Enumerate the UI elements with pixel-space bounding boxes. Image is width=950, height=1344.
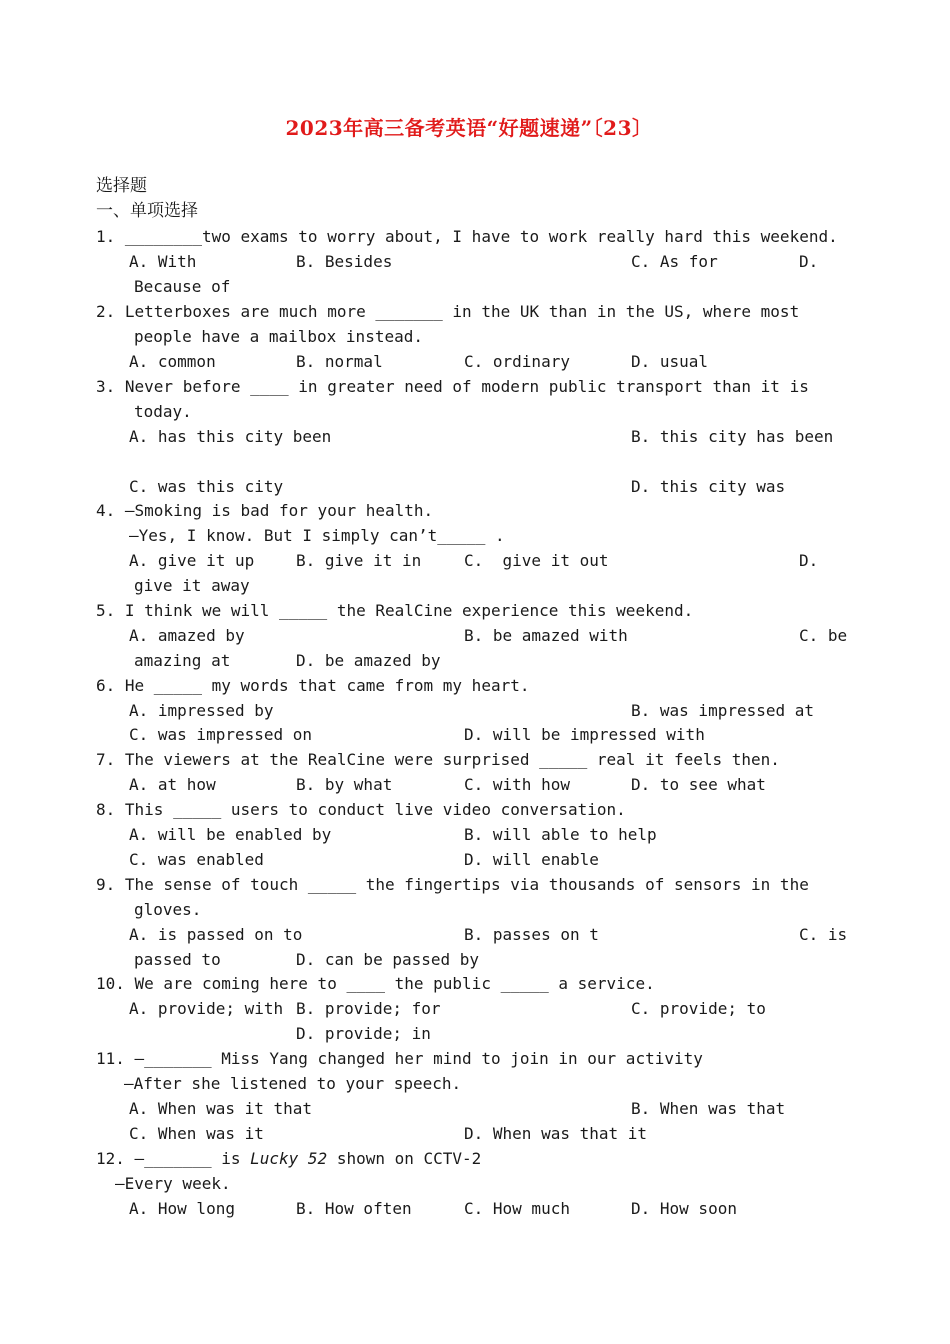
- question-1-option-a: A. With: [129, 252, 197, 271]
- question-4-option-a: A. give it up: [129, 551, 255, 570]
- question-7-option-a: A. at how: [129, 775, 216, 794]
- question-4-option-c: C. give it out: [464, 551, 609, 570]
- question-5-option-a: A. amazed by: [129, 626, 245, 645]
- question-6-option-a: A. impressed by: [129, 701, 274, 720]
- question-11-stem: 11. —_______ Miss Yang changed her mind to join in our activity: [96, 1049, 703, 1068]
- question-6-option-d: D. will be impressed with: [464, 725, 705, 744]
- page-title: 2023年高三备考英语“好题速递”〔23〕: [285, 116, 653, 140]
- question-5-option-c: C. be: [799, 626, 848, 645]
- question-7-option-d: D. to see what: [631, 775, 766, 794]
- question-6-option-b: B. was impressed at: [631, 701, 815, 720]
- question-9-option-c-text: passed to: [134, 950, 221, 969]
- question-9-stem-cont: gloves.: [134, 900, 202, 919]
- question-8-option-a: A. will be enabled by: [129, 825, 332, 844]
- question-2-option-c: C. ordinary: [464, 352, 570, 371]
- subsection-heading: 一、单项选择: [96, 201, 198, 221]
- question-3-stem-cont: today.: [134, 402, 192, 421]
- question-2-option-a: A. common: [129, 352, 216, 371]
- question-1-option-c: C. As for: [631, 252, 718, 271]
- question-11-option-c: C. When was it: [129, 1124, 264, 1143]
- question-11-option-b: B. When was that: [631, 1099, 786, 1118]
- question-2-stem-cont: people have a mailbox instead.: [134, 327, 423, 346]
- question-10-stem: 10. We are coming here to ____ the public _____ a service.: [96, 974, 655, 993]
- question-3-option-a: A. has this city been: [129, 427, 332, 446]
- question-5-stem: 5. I think we will _____ the RealCine experience this weekend.: [96, 601, 694, 620]
- question-12-option-b: B. How often: [296, 1199, 412, 1218]
- question-9-option-b: B. passes on t: [464, 925, 599, 944]
- question-1-stem: 1. ________two exams to worry about, I have to work really hard this weekend.: [96, 227, 838, 246]
- question-7-option-b: B. by what: [296, 775, 393, 794]
- question-11-stem-cont: —After she listened to your speech.: [124, 1074, 462, 1093]
- question-8-option-b: B. will able to help: [464, 825, 657, 844]
- question-3-option-b: B. this city has been: [631, 427, 834, 446]
- question-10-option-c: C. provide; to: [631, 999, 766, 1018]
- question-1-option-b: B. Besides: [296, 252, 393, 271]
- question-11-option-a: A. When was it that: [129, 1099, 313, 1118]
- question-9-option-d: D. can be passed by: [296, 950, 480, 969]
- question-1-option-d: D.: [799, 252, 819, 271]
- question-12-option-c: C. How much: [464, 1199, 570, 1218]
- question-2-option-b: B. normal: [296, 352, 383, 371]
- question-5-option-b: B. be amazed with: [464, 626, 628, 645]
- question-9-stem: 9. The sense of touch _____ the fingertips via thousands of sensors in the: [96, 875, 809, 894]
- question-10-option-d: D. provide; in: [296, 1024, 431, 1043]
- question-4-option-d-text: give it away: [134, 576, 250, 595]
- question-2-option-d: D. usual: [631, 352, 709, 371]
- question-3-stem: 3. Never before ____ in greater need of modern public transport than it is: [96, 377, 809, 396]
- question-4-stem: 4. —Smoking is bad for your health.: [96, 501, 434, 520]
- question-9-option-a: A. is passed on to: [129, 925, 303, 944]
- question-8-option-c: C. was enabled: [129, 850, 264, 869]
- question-9-option-c: C. is: [799, 925, 848, 944]
- question-1-option-d-text: Because of: [134, 277, 231, 296]
- question-12-option-a: A. How long: [129, 1199, 235, 1218]
- question-12-stem: [96, 1149, 481, 1169]
- question-3-option-d: D. this city was: [631, 477, 786, 496]
- question-5-option-c-text: amazing at: [134, 651, 231, 670]
- question-4-option-b: B. give it in: [296, 551, 422, 570]
- question-10-option-b: B. provide; for: [296, 999, 441, 1018]
- question-12-stem-cont: —Every week.: [115, 1174, 231, 1193]
- question-5-option-d: D. be amazed by: [296, 651, 441, 670]
- question-12-stem-pre: 12. —_______ is: [96, 1149, 251, 1168]
- question-12-option-d: D. How soon: [631, 1199, 737, 1218]
- question-6-option-c: C. was impressed on: [129, 725, 313, 744]
- question-2-stem: 2. Letterboxes are much more _______ in the UK than in the US, where most: [96, 302, 800, 321]
- question-10-option-a: A. provide; with: [129, 999, 284, 1018]
- question-12-stem-italic: Lucky 52: [250, 1149, 328, 1168]
- question-7-stem: 7. The viewers at the RealCine were surprised _____ real it feels then.: [96, 750, 780, 769]
- question-4-stem-cont: —Yes, I know. But I simply can’t_____ .: [129, 526, 505, 545]
- question-8-stem: 8. This _____ users to conduct live video conversation.: [96, 800, 626, 819]
- question-6-stem: 6. He _____ my words that came from my heart.: [96, 676, 530, 695]
- question-7-option-c: C. with how: [464, 775, 570, 794]
- question-12-stem-post: shown on CCTV-2: [327, 1149, 482, 1168]
- section-heading: 选择题: [96, 176, 147, 196]
- question-11-option-d: D. When was that it: [464, 1124, 648, 1143]
- question-4-option-d: D.: [799, 551, 819, 570]
- question-3-option-c: C. was this city: [129, 477, 284, 496]
- question-8-option-d: D. will enable: [464, 850, 599, 869]
